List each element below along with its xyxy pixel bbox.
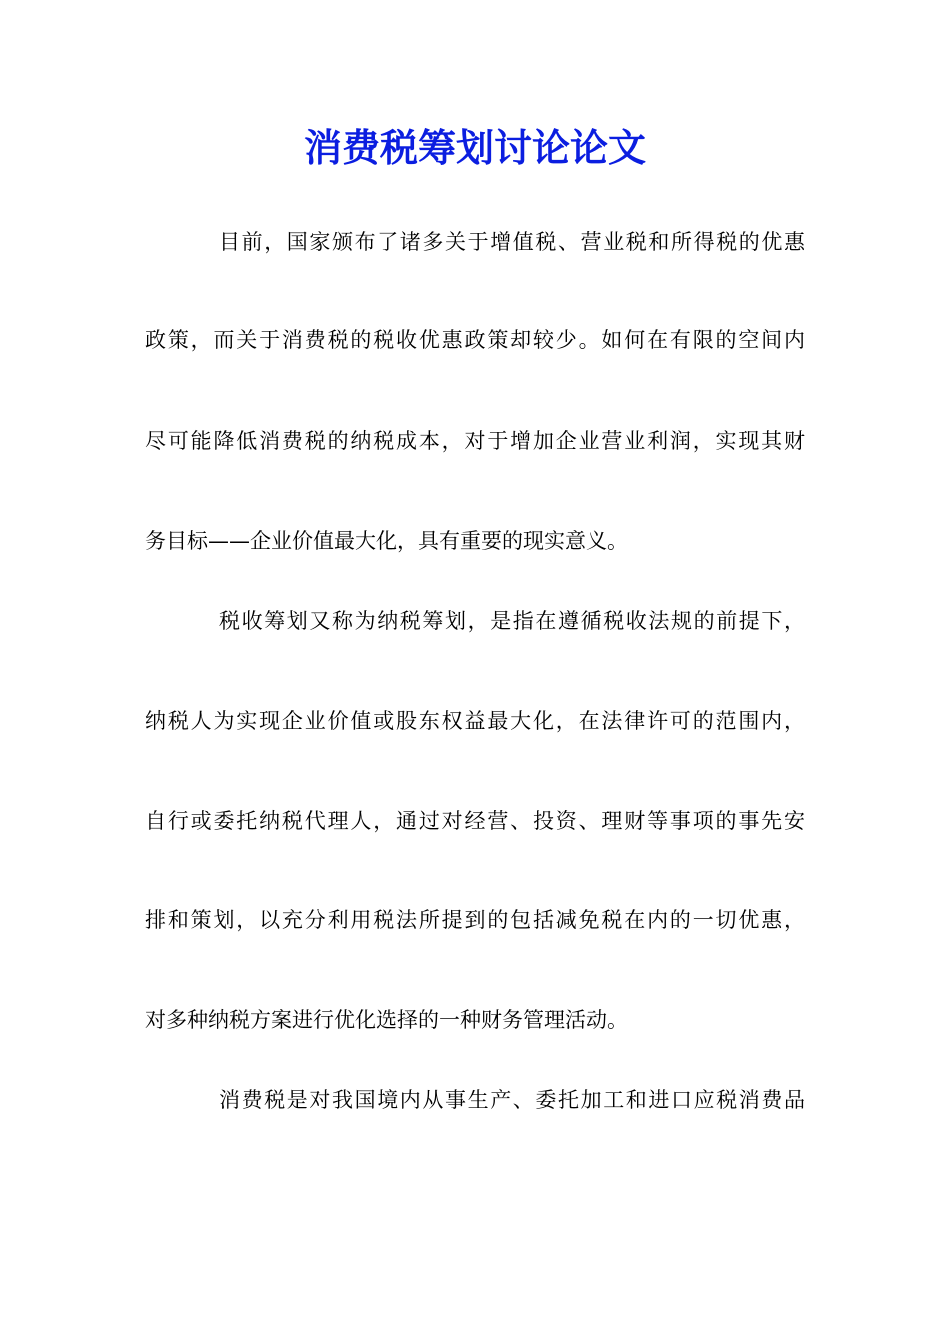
paragraph-2-line-4: 排和策划，以充分利用税法所提到的包括减免税在内的一切优惠， <box>145 908 805 932</box>
paragraph-2-line-3: 自行或委托纳税代理人，通过对经营、投资、理财等事项的事先安 <box>145 809 805 833</box>
paragraph-2-line-2: 纳税人为实现企业价值或股东权益最大化，在法律许可的范围内， <box>145 709 805 733</box>
paragraph-1-line-4: 务目标——企业价值最大化，具有重要的现实意义。 <box>145 529 628 553</box>
paragraph-3-line-1: 消费税是对我国境内从事生产、委托加工和进口应税消费品 <box>219 1088 805 1112</box>
paragraph-1-line-1: 目前，国家颁布了诸多关于增值税、营业税和所得税的优惠 <box>219 230 805 254</box>
document-title: 消费税筹划讨论论文 <box>303 125 646 170</box>
paragraph-1-line-2: 政策，而关于消费税的税收优惠政策却较少。如何在有限的空间内 <box>145 328 805 352</box>
paragraph-2-line-1: 税收筹划又称为纳税筹划，是指在遵循税收法规的前提下， <box>219 609 805 633</box>
paragraph-2-line-5: 对多种纳税方案进行优化选择的一种财务管理活动。 <box>145 1008 628 1032</box>
paragraph-1-line-3: 尽可能降低消费税的纳税成本，对于增加企业营业利润，实现其财 <box>145 429 805 453</box>
